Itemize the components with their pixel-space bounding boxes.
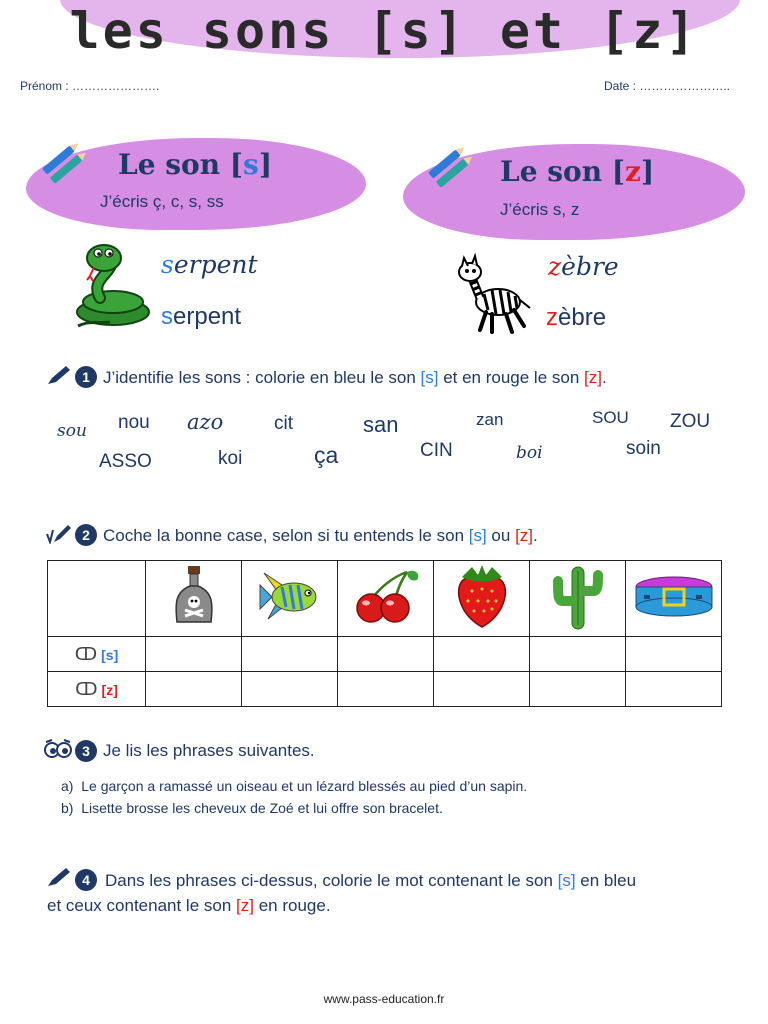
answer-box-s[interactable] xyxy=(530,637,626,672)
sound-s-heading: Le son [s] xyxy=(118,148,273,181)
answer-box-z[interactable] xyxy=(242,672,338,707)
table-row-s xyxy=(48,637,722,672)
word-soin[interactable]: soin xyxy=(626,438,661,459)
ear-icon: ↀ xyxy=(75,678,98,699)
exercise-3-instruction: Je lis les phrases suivantes. xyxy=(103,741,315,760)
serpent-cursive: serpent xyxy=(161,250,258,279)
answer-box-z[interactable] xyxy=(530,672,626,707)
exercise-1-instruction: J’identifie les sons : colorie en bleu le son [s] et en rouge le son [z]. xyxy=(103,368,607,387)
answer-box-s[interactable] xyxy=(626,637,722,672)
pencil-icon xyxy=(46,364,72,386)
poison-bottle-icon xyxy=(169,564,219,628)
word-sou-cursive[interactable]: sou xyxy=(57,421,87,441)
table-image-row xyxy=(48,561,722,637)
zebre-print: zèbre xyxy=(546,304,607,331)
footer-website[interactable]: www.pass-education.fr xyxy=(323,992,445,1006)
sentence-a: a) Le garçon a ramassé un oiseau et un lézard blessés au pied d’un sapin. xyxy=(61,778,528,794)
word-cit[interactable]: cit xyxy=(274,413,293,434)
table-image-cell xyxy=(530,561,626,637)
sound-s-letter: s xyxy=(243,148,259,181)
word-san[interactable]: san xyxy=(363,412,399,437)
answer-box-z[interactable] xyxy=(626,672,722,707)
fish-icon xyxy=(258,563,322,629)
table-corner-cell xyxy=(48,561,146,637)
prenom-label: Prénom : …………………. xyxy=(20,79,160,93)
answer-box-z[interactable] xyxy=(434,672,530,707)
exercise-2-number: 2 xyxy=(75,524,97,546)
pencil-check-icon xyxy=(46,522,72,544)
sound-z-heading: Le son [z] xyxy=(500,155,655,188)
pencil-icon xyxy=(46,866,72,888)
choice-table xyxy=(47,560,722,707)
answer-box-s[interactable] xyxy=(338,637,434,672)
table-image-cell xyxy=(338,561,434,637)
sound-z-letter: z xyxy=(625,155,641,188)
table-image-cell xyxy=(434,561,530,637)
row-label-s: ↀ [s] xyxy=(48,637,146,672)
strawberry-icon xyxy=(452,563,512,629)
serpent-print: serpent xyxy=(161,303,242,330)
answer-box-s[interactable] xyxy=(146,637,242,672)
cherries-icon xyxy=(351,566,421,626)
table-row-z xyxy=(48,672,722,707)
word-boi-cursive[interactable]: boi xyxy=(516,443,543,463)
crayons-icon xyxy=(424,140,474,196)
exercise-2-instruction: Coche la bonne case, selon si tu entends le son [s] ou [z]. xyxy=(103,526,538,545)
cactus-icon xyxy=(553,561,603,631)
word-cin-caps[interactable]: CIN xyxy=(420,440,453,461)
crayons-icon xyxy=(38,136,88,192)
exercise-3-number: 3 xyxy=(75,740,97,762)
answer-box-s[interactable] xyxy=(242,637,338,672)
answer-box-z[interactable] xyxy=(146,672,242,707)
sound-z-subtitle: J’écris s, z xyxy=(500,200,580,219)
table-image-cell xyxy=(626,561,722,637)
sound-s-subtitle: J’écris ç, c, s, ss xyxy=(100,192,224,211)
exercise-4-instruction-line1: Dans les phrases ci-dessus, colorie le mot contenant le son [s] en bleu xyxy=(105,871,637,890)
word-nou[interactable]: nou xyxy=(118,412,150,433)
word-koi[interactable]: koi xyxy=(218,448,243,469)
word-asso-caps[interactable]: ASSO xyxy=(99,451,152,472)
word-zou-caps[interactable]: ZOU xyxy=(670,411,711,432)
exercise-1-number: 1 xyxy=(75,366,97,388)
word-ca[interactable]: ça xyxy=(314,442,339,468)
word-zan[interactable]: zan xyxy=(476,410,504,429)
snake-icon xyxy=(70,240,155,330)
date-label: Date : ………………….. xyxy=(604,79,731,93)
answer-box-z[interactable] xyxy=(338,672,434,707)
exercise-4-number: 4 xyxy=(75,869,97,891)
word-azo-cursive[interactable]: azo xyxy=(187,410,224,434)
row-label-z: ↀ [z] xyxy=(48,672,146,707)
word-sou-caps[interactable]: SOU xyxy=(592,408,629,427)
zebra-icon xyxy=(450,252,535,337)
exercise-4-instruction-line2: et ceux contenant le son [z] en rouge. xyxy=(47,896,331,915)
answer-box-s[interactable] xyxy=(434,637,530,672)
table-image-cell xyxy=(146,561,242,637)
table-image-cell xyxy=(242,561,338,637)
belt-icon xyxy=(632,571,716,621)
sentence-b: b) Lisette brosse les cheveux de Zoé et lui offre son bracelet. xyxy=(61,800,443,816)
page-title: les sons [s] et [z] xyxy=(69,2,699,60)
ear-icon: ↀ xyxy=(74,643,98,664)
eyes-icon xyxy=(44,738,72,760)
zebre-cursive: zèbre xyxy=(548,252,619,281)
